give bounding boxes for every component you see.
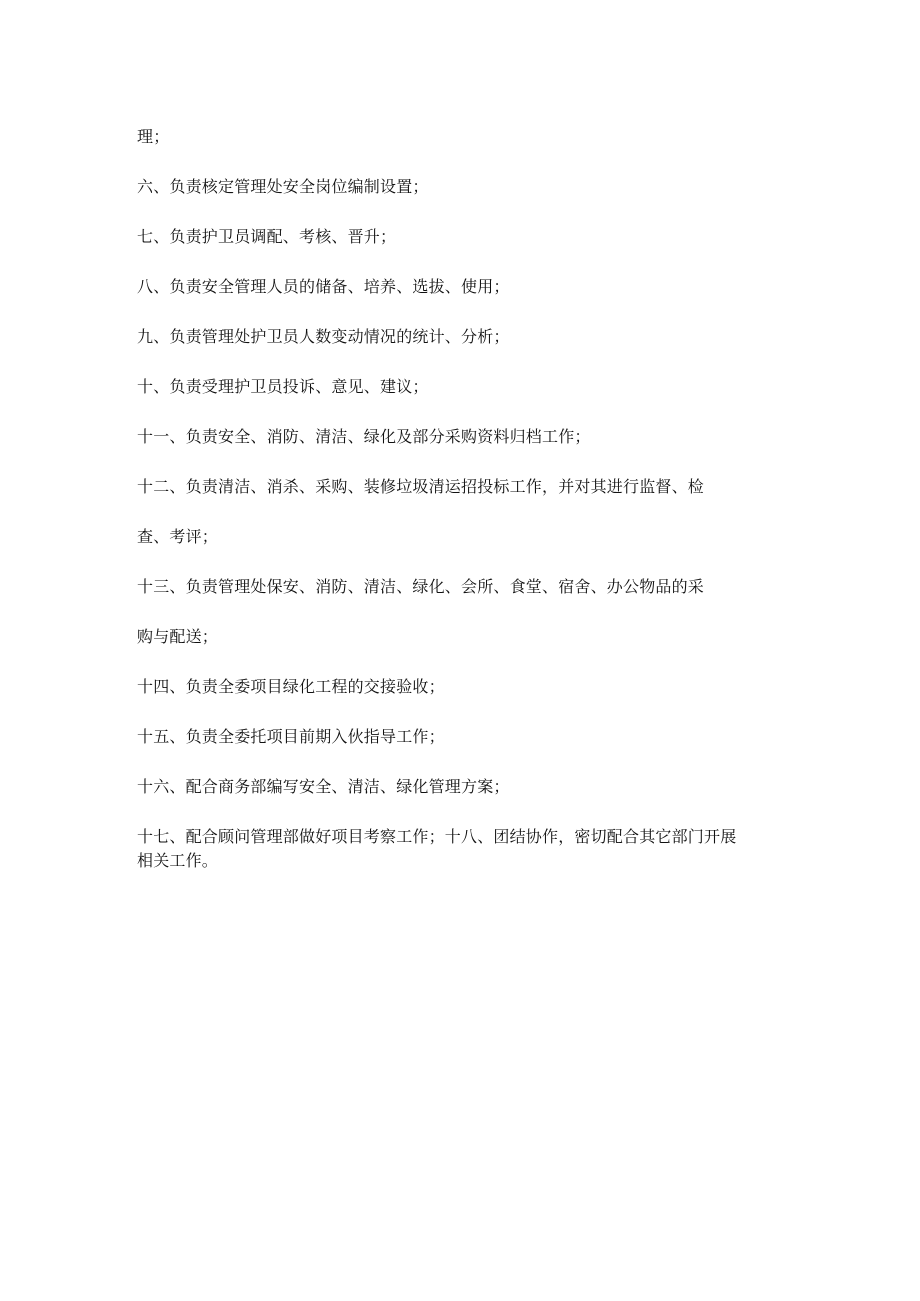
text-line-9: 查、考评； (137, 527, 219, 546)
text-line-7: 十一、负责安全、消防、清洁、绿化及部分采购资料归档工作； (137, 427, 591, 446)
text-line-14: 十六、配合商务部编写安全、清洁、绿化管理方案； (137, 777, 510, 796)
text-line-1: 理； (137, 127, 170, 146)
text-line-13: 十五、负责全委托项目前期入伙指导工作； (137, 727, 445, 746)
text-line-16: 相关工作。 (137, 851, 219, 870)
text-line-3: 七、负责护卫员调配、考核、晋升； (137, 227, 397, 246)
text-line-15: 十七、配合顾问管理部做好项目考察工作；十八、团结协作，密切配合其它部门开展 (137, 827, 737, 846)
text-line-12: 十四、负责全委项目绿化工程的交接验收； (137, 677, 445, 696)
text-line-8: 十二、负责清洁、消杀、采购、装修垃圾清运招投标工作，并对其进行监督、检 (137, 477, 705, 496)
text-line-11: 购与配送； (137, 627, 219, 646)
text-line-4: 八、负责安全管理人员的储备、培养、选拔、使用； (137, 277, 510, 296)
text-line-10: 十三、负责管理处保安、消防、清洁、绿化、会所、食堂、宿舍、办公物品的采 (137, 577, 705, 596)
text-line-6: 十、负责受理护卫员投诉、意见、建议； (137, 377, 429, 396)
text-line-2: 六、负责核定管理处安全岗位编制设置； (137, 177, 429, 196)
text-line-5: 九、负责管理处护卫员人数变动情况的统计、分析； (137, 327, 510, 346)
